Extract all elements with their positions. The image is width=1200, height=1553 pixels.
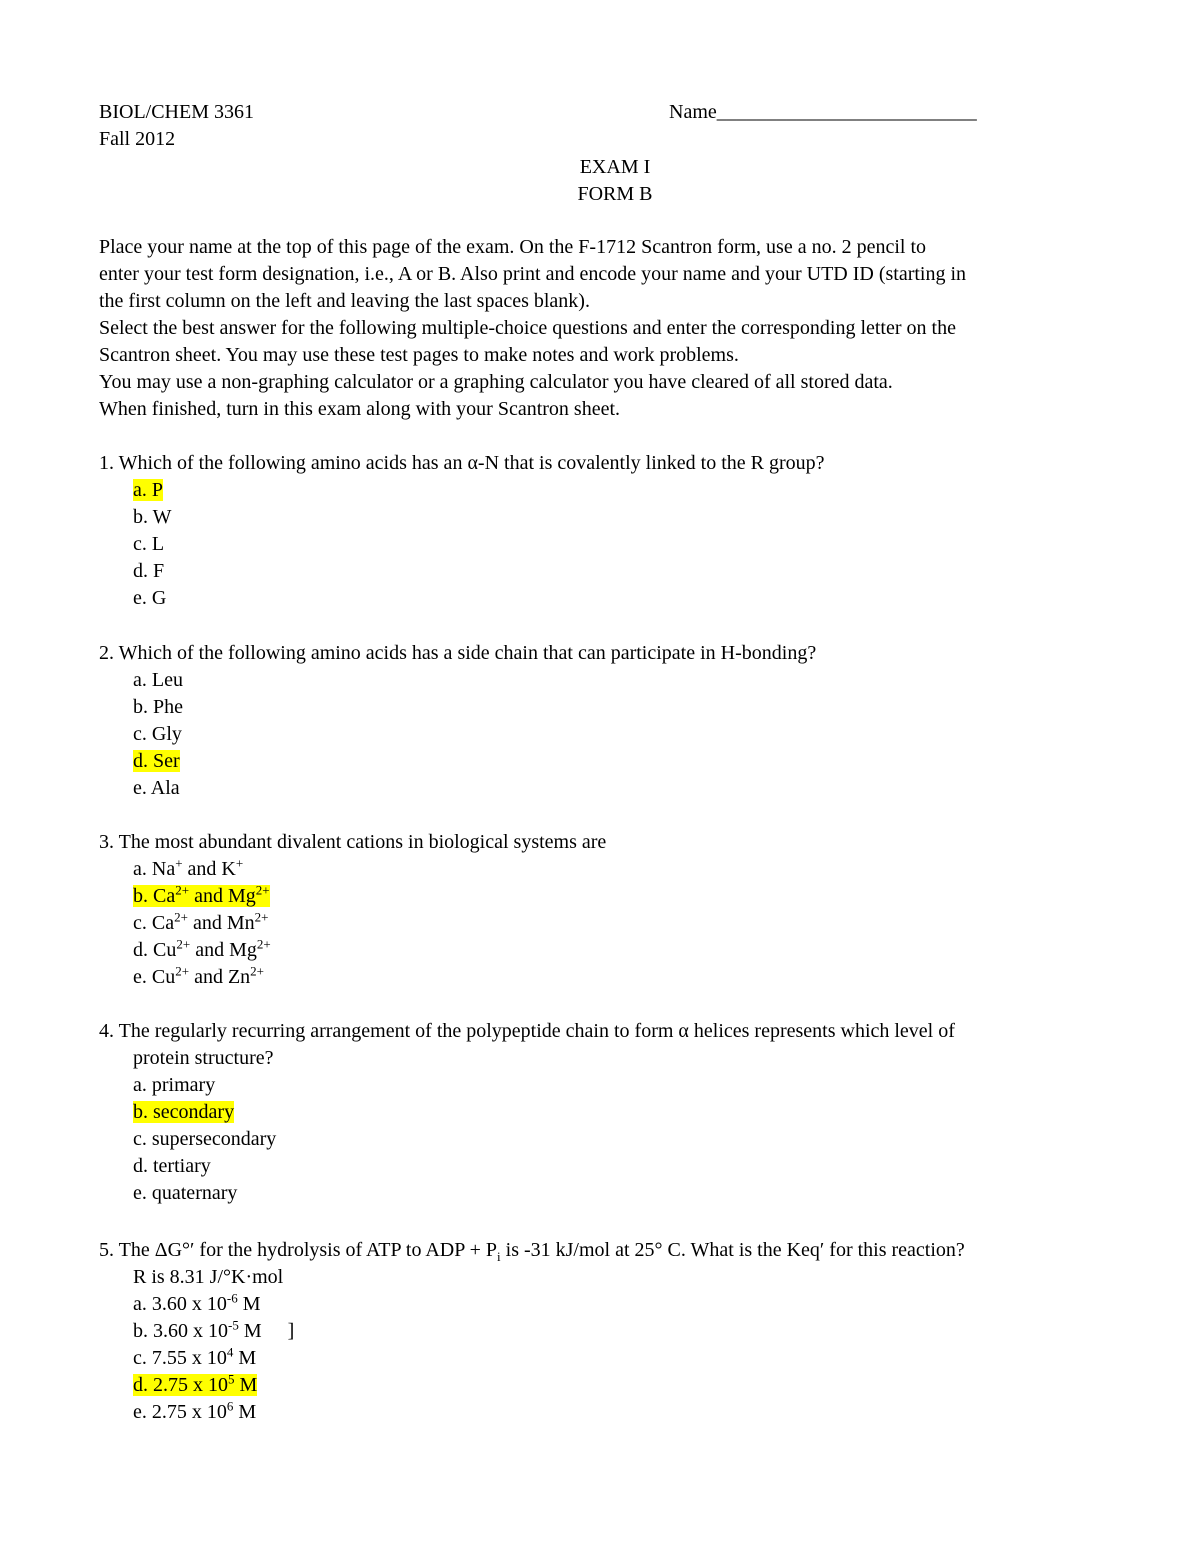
answer-option[interactable]: a. primary [133,1074,216,1096]
answer-option[interactable]: a. Leu [133,669,183,691]
answer-option[interactable] [99,477,1159,504]
question-stem: 2. Which of the following amino acids has a side chain that can participate in H-bonding? [99,642,817,664]
question-2 [99,640,1159,802]
charge: 2+ [176,936,191,952]
option-text: d. 2.75 x 10 [133,1374,228,1396]
option-text: and Mg [190,939,257,961]
answer-highlight: d. Ser [133,750,180,772]
question-stem [99,1237,1159,1264]
exponent: -5 [228,1317,239,1333]
option-text: b. Ca [133,885,176,907]
answer-highlight: a. P [133,479,163,501]
instruction-line: Scantron sheet. You may use these test pages to make notes and work problems. [99,344,739,366]
answer-option[interactable]: c. Gly [133,723,182,745]
exam-title-block [0,154,1200,208]
question-4 [99,1018,1159,1207]
option-unit: M [237,1293,261,1315]
stray-mark: ] [287,1320,295,1342]
answer-option[interactable]: b. W [133,506,172,528]
name-field[interactable]: Name__________________________ [669,101,977,123]
charge: 2+ [254,909,269,925]
option-text: and K [182,858,236,880]
option-text: a. Na [133,858,176,880]
course-code: BIOL/CHEM 3361 [99,101,254,123]
answer-option[interactable]: b. Phe [133,696,183,718]
exponent: 5 [228,1371,235,1387]
question-stem-continued: protein structure? [133,1047,274,1069]
answer-option[interactable]: e. quaternary [133,1182,238,1204]
answer-option[interactable]: c. L [133,533,165,555]
answer-option[interactable] [99,1372,1159,1399]
question-stem-continued: R is 8.31 J/°K·mol [133,1266,284,1288]
answer-option[interactable] [99,1318,1159,1345]
charge: 2+ [174,909,188,925]
answer-option[interactable] [99,1099,1159,1126]
answer-option[interactable] [99,937,1159,964]
stem-text: 5. The ΔG°′ for the hydrolysis of ATP to ADP + P [99,1239,498,1261]
term: Fall 2012 [99,128,176,150]
answer-option[interactable] [99,748,1159,775]
charge: + [175,855,183,871]
exam-title: EXAM I [579,156,651,178]
exponent: 4 [226,1344,234,1360]
exponent: -6 [226,1290,238,1306]
answer-highlight [133,1371,258,1396]
answer-option[interactable] [99,883,1159,910]
question-stem: 3. The most abundant divalent cations in biological systems are [99,831,607,853]
option-unit: M [233,1401,257,1423]
charge: 2+ [175,963,190,979]
option-text: d. Cu [133,939,177,961]
answer-option[interactable] [99,1291,1159,1318]
option-unit: M [234,1374,258,1396]
instructions [99,234,1139,423]
option-text: b. 3.60 x 10 [133,1320,228,1342]
question-stem: 1. Which of the following amino acids has an α-N that is covalently linked to the R group? [99,452,825,474]
charge: 2+ [255,882,270,898]
stem-subscript: i [497,1249,501,1264]
question-3 [99,829,1159,991]
option-text: c. Ca [133,912,175,934]
option-text: c. 7.55 x 10 [133,1347,227,1369]
answer-option[interactable] [99,856,1159,883]
question-stem: 4. The regularly recurring arrangement of the polypeptide chain to form α helices represents which level of [99,1020,955,1042]
answer-option[interactable] [99,1345,1159,1372]
option-text: e. 2.75 x 10 [133,1401,227,1423]
answer-option[interactable]: c. supersecondary [133,1128,277,1150]
instruction-line: the first column on the left and leaving the last spaces blank). [99,290,590,312]
answer-highlight [133,882,270,907]
question-5 [99,1237,1159,1426]
charge: 2+ [256,936,271,952]
instruction-line: Place your name at the top of this page of the exam. On the F-1712 Scantron form, use a no. 2 pencil to [99,236,927,258]
option-text: e. Cu [133,966,176,988]
exam-form: FORM B [577,183,653,205]
option-text: a. 3.60 x 10 [133,1293,227,1315]
charge: + [235,855,244,871]
charge: 2+ [250,963,264,979]
instruction-line: You may use a non-graphing calculator or a graphing calculator you have cleared of all stored data. [99,371,893,393]
question-1 [99,450,1159,612]
exponent: 6 [226,1398,234,1414]
answer-highlight: b. secondary [133,1101,235,1123]
answer-option[interactable]: d. tertiary [133,1155,211,1177]
option-text: and Zn [189,966,251,988]
answer-option[interactable]: d. F [133,560,165,582]
instruction-line: When finished, turn in this exam along with your Scantron sheet. [99,398,621,420]
answer-option[interactable] [99,964,1159,991]
answer-option[interactable] [99,1399,1159,1426]
answer-option[interactable]: e. G [133,587,167,609]
stem-text: is -31 kJ/mol at 25° C. What is the Keq′ for this reaction? [500,1239,965,1261]
option-text: and Mn [187,912,255,934]
answer-option[interactable] [99,910,1159,937]
option-text: and Mg [189,885,256,907]
instruction-line: enter your test form designation, i.e., A or B. Also print and encode your name and your UTD ID (starting in [99,263,967,285]
option-unit: M [233,1347,257,1369]
instruction-line: Select the best answer for the following multiple-choice questions and enter the corresponding letter on the [99,317,956,339]
answer-option[interactable]: e. Ala [133,777,180,799]
option-unit: M [238,1320,262,1342]
charge: 2+ [175,882,190,898]
